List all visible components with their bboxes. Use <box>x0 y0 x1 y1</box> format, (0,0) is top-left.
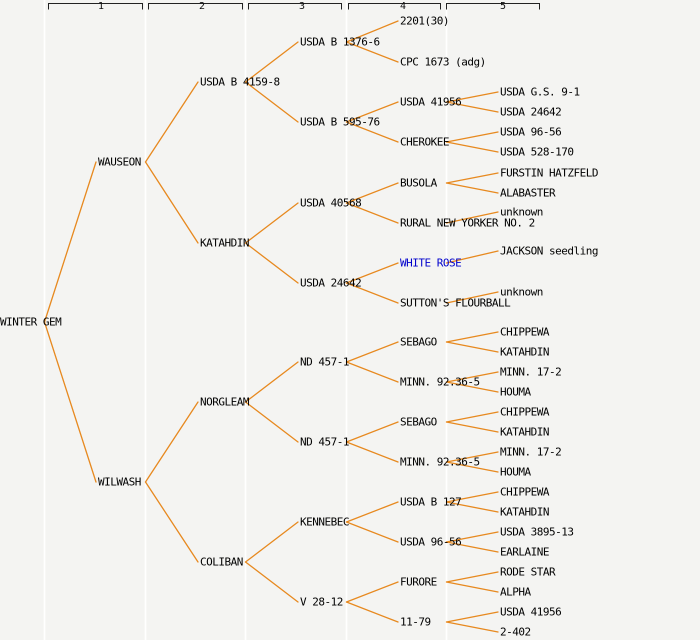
tree-node-katahdin_g2: KATAHDIN <box>200 236 249 250</box>
tree-node-usda_24642_g3: USDA 24642 <box>300 276 362 290</box>
tree-node-usda_41956_g4: USDA 41956 <box>400 95 462 109</box>
tree-node-busola: BUSOLA <box>400 176 437 190</box>
tree-node-cherokee: CHEROKEE <box>400 135 449 149</box>
tree-node-n11_79: 11-79 <box>400 615 431 629</box>
tree-node-alpha: ALPHA <box>500 585 531 599</box>
tree-node-furstin_hatzfeld: FURSTIN HATZFELD <box>500 166 598 180</box>
tree-node-usda_b_1376_6: USDA B 1376-6 <box>300 35 380 49</box>
tree-node-alabaster: ALABASTER <box>500 186 556 200</box>
tree-node-wilwash: WILWASH <box>98 475 141 489</box>
generation-number-5: 5 <box>499 1 507 12</box>
tree-node-chippewa_b: CHIPPEWA <box>500 405 549 419</box>
tree-node-usda_b_595_76: USDA B 595-76 <box>300 115 380 129</box>
tree-node-jackson_seedling: JACKSON seedling <box>500 244 598 258</box>
tree-node-usda_528_170: USDA 528-170 <box>500 145 574 159</box>
tree-node-nd_457_1_b: ND 457-1 <box>300 435 349 449</box>
generation-number-1: 1 <box>97 1 105 12</box>
tree-node-n2_402: 2-402 <box>500 625 531 639</box>
tree-node-minn_92_36_5_a: MINN. 92.36-5 <box>400 375 480 389</box>
tree-node-coliban: COLIBAN <box>200 555 243 569</box>
tree-node-katahdin_a: KATAHDIN <box>500 345 549 359</box>
tree-node-nd_457_1_a: ND 457-1 <box>300 355 349 369</box>
tree-node-minn_17_2_b: MINN. 17-2 <box>500 445 562 459</box>
generation-number-4: 4 <box>399 1 407 12</box>
tree-node-usda_b_127: USDA B 127 <box>400 495 462 509</box>
tree-node-usda_3895_13: USDA 3895-13 <box>500 525 574 539</box>
tree-node-minn_92_36_5_b: MINN. 92.36-5 <box>400 455 480 469</box>
tree-node-unknown_b: unknown <box>500 285 543 299</box>
tree-node-minn_17_2_a: MINN. 17-2 <box>500 365 562 379</box>
tree-node-rode_star: RODE STAR <box>500 565 556 579</box>
tree-node-usda_96_56_g5: USDA 96-56 <box>500 125 562 139</box>
tree-node-houma_b: HOUMA <box>500 465 531 479</box>
tree-node-earlaine: EARLAINE <box>500 545 549 559</box>
tree-node-winter_gem: WINTER GEM <box>0 315 62 329</box>
tree-node-kennebec: KENNEBEC <box>300 515 349 529</box>
tree-node-usda_gs_9_1: USDA G.S. 9-1 <box>500 85 580 99</box>
generation-number-3: 3 <box>298 1 306 12</box>
generation-number-2: 2 <box>198 1 206 12</box>
tree-node-white_rose[interactable]: WHITE ROSE <box>400 256 462 270</box>
tree-node-chippewa_c: CHIPPEWA <box>500 485 549 499</box>
tree-node-houma_a: HOUMA <box>500 385 531 399</box>
tree-node-usda_24642_g5: USDA 24642 <box>500 105 562 119</box>
tree-node-norgleam: NORGLEAM <box>200 395 249 409</box>
tree-node-n2201_30: 2201(30) <box>400 14 449 28</box>
tree-node-unknown_a: unknown <box>500 205 543 219</box>
tree-node-rural_new_yorker_no_2: RURAL NEW YORKER NO. 2 <box>400 216 535 230</box>
tree-node-wauseon: WAUSEON <box>98 155 141 169</box>
tree-node-v_28_12: V 28-12 <box>300 595 343 609</box>
tree-node-sebago_b: SEBAGO <box>400 415 437 429</box>
tree-node-usda_96_56_g4: USDA 96-56 <box>400 535 462 549</box>
tree-node-usda_40568: USDA 40568 <box>300 196 362 210</box>
tree-node-usda_41956_g5: USDA 41956 <box>500 605 562 619</box>
tree-node-chippewa_a: CHIPPEWA <box>500 325 549 339</box>
tree-node-cpc_1673_adg: CPC 1673 (adg) <box>400 55 486 69</box>
tree-node-suttons_flourball: SUTTON'S FLOURBALL <box>400 296 511 310</box>
tree-node-katahdin_c: KATAHDIN <box>500 505 549 519</box>
tree-node-katahdin_b: KATAHDIN <box>500 425 549 439</box>
tree-node-usda_b_4159_8: USDA B 4159-8 <box>200 75 280 89</box>
tree-node-sebago_a: SEBAGO <box>400 335 437 349</box>
tree-node-furore: FURORE <box>400 575 437 589</box>
